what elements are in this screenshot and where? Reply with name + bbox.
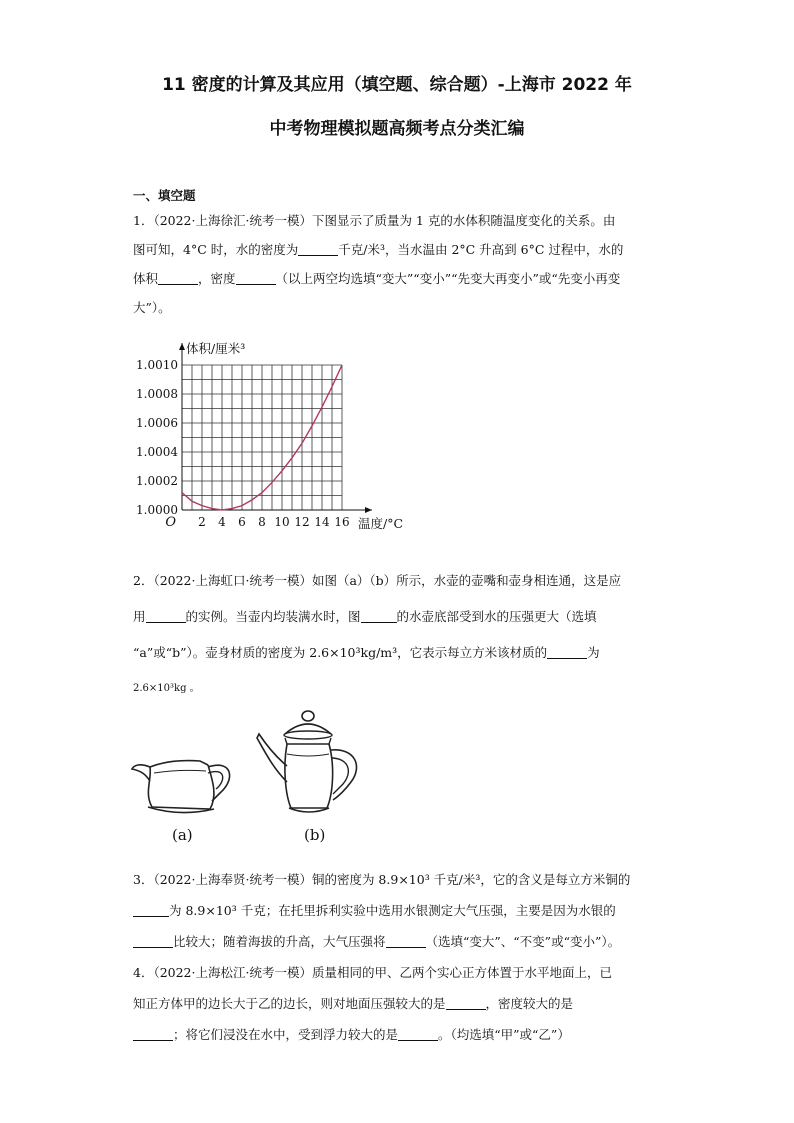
y-tick-label: 1.0000 xyxy=(136,503,178,517)
y-tick-label: 1.0004 xyxy=(136,445,178,459)
q2-text: 用 xyxy=(133,609,146,624)
answer-blank[interactable] xyxy=(133,902,169,917)
answer-blank[interactable] xyxy=(133,933,173,948)
x-tick-label: 14 xyxy=(314,515,330,529)
doc-title-line1: 11 密度的计算及其应用（填空题、综合题）-上海市 2022 年 xyxy=(162,75,632,95)
doc-title-line2: 中考物理模拟题高频考点分类汇编 xyxy=(269,119,525,139)
answer-blank[interactable] xyxy=(158,270,198,285)
q4-text: 知正方体甲的边长大于乙的边长，则对地面压强较大的是 xyxy=(133,996,446,1011)
question-2 xyxy=(133,563,663,707)
answer-blank[interactable] xyxy=(236,270,276,285)
q2-line4: 2.6×10³kg 。 xyxy=(133,683,200,694)
q2-text: “a”或“b”）。壶身材质的密度为 2.6×10³kg/m³，它表示每立方米该材质的 xyxy=(133,645,548,660)
q2-text: 的实例。当壶内均装满水时，图 xyxy=(185,609,361,624)
q1-line4: 大”）。 xyxy=(133,300,171,315)
q1-text: 图可知，4°C 时，水的密度为 xyxy=(133,242,299,257)
x-axis-label: 温度/°C xyxy=(358,516,404,531)
question-4 xyxy=(133,957,663,1050)
q4-line3 xyxy=(133,1019,663,1050)
x-tick-label: 2 xyxy=(198,515,206,529)
y-tick-label: 1.0006 xyxy=(136,416,178,430)
answer-blank[interactable] xyxy=(298,241,338,256)
q3-text: 比较大；随着海拔的升高，大气压强将 xyxy=(173,934,386,949)
question-3 xyxy=(133,864,663,957)
question-1 xyxy=(133,206,663,322)
x-tick-label: 10 xyxy=(274,515,290,529)
figure-label-a: (a) xyxy=(172,826,193,844)
x-tick-label: 12 xyxy=(294,515,310,529)
kettle-a-illustration xyxy=(130,745,240,820)
figure-label-b: (b) xyxy=(304,826,326,844)
q2-line3 xyxy=(133,635,663,671)
x-tick-label: 6 xyxy=(238,515,246,529)
x-axis-arrow xyxy=(365,507,372,513)
x-tick-label: 8 xyxy=(258,515,266,529)
x-tick-label: 16 xyxy=(334,515,350,529)
q3-text: （选填“变大”、“不变”或“变小”）。 xyxy=(425,934,621,949)
q1-line3 xyxy=(133,264,663,293)
answer-blank[interactable] xyxy=(446,995,486,1010)
q3-line2 xyxy=(133,895,663,926)
kettle-b-illustration xyxy=(255,706,375,821)
q4-text: ，密度较大的是 xyxy=(485,996,574,1011)
q2-text: 为 xyxy=(587,645,600,660)
q3-text: 为 8.9×10³ 千克；在托里拆利实验中选用水银测定大气压强，主要是因为水银的 xyxy=(169,903,616,918)
answer-blank[interactable] xyxy=(547,644,587,659)
y-tick-label: 1.0010 xyxy=(136,358,178,372)
y-tick-label: 1.0002 xyxy=(136,474,178,488)
q3-line1: 3．（2022·上海奉贤·统考一模）铜的密度为 8.9×10³ 千克/米³，它的含义是每立方米铜的 xyxy=(133,872,631,887)
q1-text: （以上两空均选填“变大”“变小”“先变大再变小”或“先变小再变 xyxy=(275,271,621,286)
origin-label: O xyxy=(165,515,176,530)
y-tick-label: 1.0008 xyxy=(136,387,178,401)
q1-text: 千克/米³，当水温由 2°C 升高到 6°C 过程中，水的 xyxy=(338,242,624,257)
answer-blank[interactable] xyxy=(398,1026,438,1041)
x-tick-label: 4 xyxy=(218,515,226,529)
q4-line1: 4．（2022·上海松江·统考一模）质量相同的甲、乙两个实心正方体置于水平地面上，已 xyxy=(133,965,612,980)
y-axis-arrow xyxy=(179,343,185,350)
y-axis-label: 体积/厘米³ xyxy=(186,341,246,356)
q3-line3 xyxy=(133,926,663,957)
answer-blank[interactable] xyxy=(133,1026,173,1041)
q2-line2 xyxy=(133,599,663,635)
answer-blank[interactable] xyxy=(146,608,186,623)
q4-text: 。（均选填“甲”或“乙”） xyxy=(438,1027,570,1042)
q1-line2 xyxy=(133,235,663,264)
answer-blank[interactable] xyxy=(361,608,397,623)
volume-temperature-chart xyxy=(120,335,420,555)
q1-text: 体积 xyxy=(133,271,159,286)
q2-line1: 2．（2022·上海虹口·统考一模）如图（a）（b）所示，水壶的壶嘴和壶身相连通，这是应 xyxy=(133,573,622,588)
q1-text: ，密度 xyxy=(198,271,236,286)
answer-blank[interactable] xyxy=(386,933,426,948)
section-heading: 一、填空题 xyxy=(133,188,196,203)
q2-text: 的水壶底部受到水的压强更大（选填 xyxy=(396,609,597,624)
q4-text: ；将它们浸没在水中，受到浮力较大的是 xyxy=(173,1027,399,1042)
q1-line1: 1．（2022·上海徐汇·统考一模）下图显示了质量为 1 克的水体积随温度变化的关系。由 xyxy=(133,213,616,228)
q4-line2 xyxy=(133,988,663,1019)
